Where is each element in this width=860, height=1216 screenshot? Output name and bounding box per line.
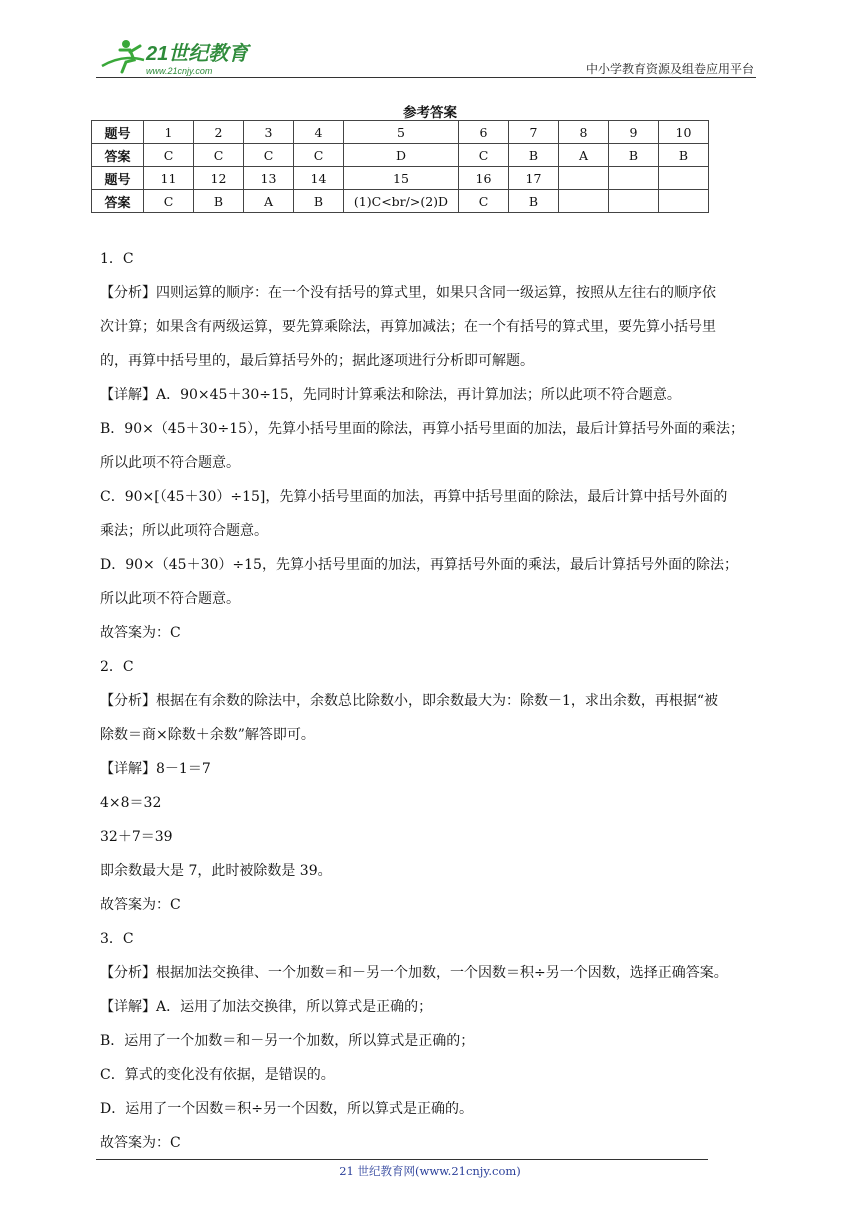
- question-number-cell: [659, 167, 709, 190]
- question-number-cell: 4: [294, 121, 344, 144]
- answer-cell: B: [509, 190, 559, 213]
- text-line: 所以此项不符合题意。: [100, 591, 240, 607]
- answer-cell: B: [509, 144, 559, 167]
- answer-cell: B: [609, 144, 659, 167]
- answer-explanations: [100, 242, 760, 1160]
- answer-cell: C: [194, 144, 244, 167]
- answer-cell: C: [459, 144, 509, 167]
- question-number-cell: 11: [144, 167, 194, 190]
- question-number-cell: [559, 167, 609, 190]
- text-line: D．90×（45＋30）÷15，先算小括号里面的加法，再算括号外面的乘法，最后计算括号外面的除法；: [100, 557, 738, 573]
- question-number-cell: 1: [144, 121, 194, 144]
- row-label: 题号: [92, 167, 144, 190]
- question-number-cell: 5: [344, 121, 459, 144]
- text-line: B．90×（45＋30÷15），先算小括号里面的除法，再算小括号里面的加法，最后计算括号外面的乘法；: [100, 421, 745, 437]
- text-line: 【详解】A．运用了加法交换律，所以算式是正确的；: [100, 999, 433, 1015]
- row-label: 题号: [92, 121, 144, 144]
- question-number-cell: 16: [459, 167, 509, 190]
- answer-table: [91, 120, 709, 213]
- text-line: 故答案为：C: [100, 625, 181, 641]
- text-line: 【分析】根据在有余数的除法中，余数总比除数小，即余数最大为：除数－1，求出余数，再根据“被: [100, 693, 719, 709]
- text-line: D．运用了一个因数＝积÷另一个因数，所以算式是正确的。: [100, 1101, 473, 1117]
- answer-cell: C: [144, 190, 194, 213]
- text-line: C．90×[（45＋30）÷15]，先算小括号里面的加法，再算中括号里面的除法，最后计算中括号外面的: [100, 489, 728, 505]
- header-divider: [96, 77, 756, 78]
- text-line: 1．C: [100, 251, 134, 267]
- question-number-cell: 12: [194, 167, 244, 190]
- text-line: 2．C: [100, 659, 134, 675]
- question-number-cell: 10: [659, 121, 709, 144]
- text-line: 次计算；如果含有两级运算，要先算乘除法，再算加减法；在一个有括号的算式里，要先算小括号里: [100, 319, 716, 335]
- text-line: 故答案为：C: [100, 897, 181, 913]
- answer-cell: A: [244, 190, 294, 213]
- answer-cell: A: [559, 144, 609, 167]
- answer-cell: D: [344, 144, 459, 167]
- footer-text: 21 世纪教育网(www.21cnjy.com): [339, 1164, 521, 1178]
- table-row: [92, 144, 709, 167]
- answer-cell: C: [144, 144, 194, 167]
- answer-cell: [559, 190, 609, 213]
- text-line: 32＋7＝39: [100, 829, 173, 845]
- answer-cell: B: [194, 190, 244, 213]
- logo-icon: [96, 36, 266, 78]
- text-line: 除数＝商×除数＋余数”解答即可。: [100, 727, 315, 743]
- text-line: B．运用了一个加数＝和－另一个加数，所以算式是正确的；: [100, 1033, 475, 1049]
- text-line: 即余数最大是 7，此时被除数是 39。: [100, 863, 332, 879]
- row-label: 答案: [92, 190, 144, 213]
- table-row: [92, 121, 709, 144]
- text-line: 所以此项不符合题意。: [100, 455, 240, 471]
- row-label: 答案: [92, 144, 144, 167]
- answer-cell: B: [659, 144, 709, 167]
- answer-cell: C: [459, 190, 509, 213]
- page-header: [96, 30, 756, 78]
- question-number-cell: 8: [559, 121, 609, 144]
- text-line: 乘法；所以此项符合题意。: [100, 523, 268, 539]
- table-row: [92, 167, 709, 190]
- text-line: 4×8＝32: [100, 795, 162, 811]
- question-number-cell: 15: [344, 167, 459, 190]
- text-line: 的，再算中括号里的，最后算括号外的；据此逐项进行分析即可解题。: [100, 353, 534, 369]
- question-number-cell: 7: [509, 121, 559, 144]
- question-number-cell: [609, 167, 659, 190]
- text-line: C．算式的变化没有依据，是错误的。: [100, 1067, 335, 1083]
- table-row: [92, 190, 709, 213]
- page-title: 参考答案: [403, 105, 457, 121]
- answer-cell: [609, 190, 659, 213]
- question-number-cell: 3: [244, 121, 294, 144]
- text-line: 3．C: [100, 931, 134, 947]
- answer-cell: C: [294, 144, 344, 167]
- question-number-cell: 13: [244, 167, 294, 190]
- header-platform-name: 中小学教育资源及组卷应用平台: [585, 62, 754, 76]
- text-line: 【详解】8－1＝7: [100, 761, 211, 777]
- question-number-cell: 17: [509, 167, 559, 190]
- text-line: 【详解】A．90×45＋30÷15，先同时计算乘法和除法，再计算加法；所以此项不符合题意。: [100, 387, 681, 403]
- text-line: 故答案为：C: [100, 1135, 181, 1151]
- text-line: 【分析】四则运算的顺序：在一个没有括号的算式里，如果只含同一级运算，按照从左往右的顺序依: [100, 285, 716, 301]
- question-number-cell: 6: [459, 121, 509, 144]
- question-number-cell: 9: [609, 121, 659, 144]
- question-number-cell: 14: [294, 167, 344, 190]
- logo-url: www.21cnjy.com: [146, 66, 213, 76]
- logo-text: 21世纪教育: [146, 43, 249, 65]
- answer-cell: B: [294, 190, 344, 213]
- question-number-cell: 2: [194, 121, 244, 144]
- answer-cell: [659, 190, 709, 213]
- answer-cell: (1)C<br/>(2)D: [344, 190, 459, 213]
- footer-divider: [96, 1159, 708, 1160]
- answer-cell: C: [244, 144, 294, 167]
- text-line: 【分析】根据加法交换律、一个加数＝和－另一个加数，一个因数＝积÷另一个因数，选择正确答案。: [100, 965, 728, 981]
